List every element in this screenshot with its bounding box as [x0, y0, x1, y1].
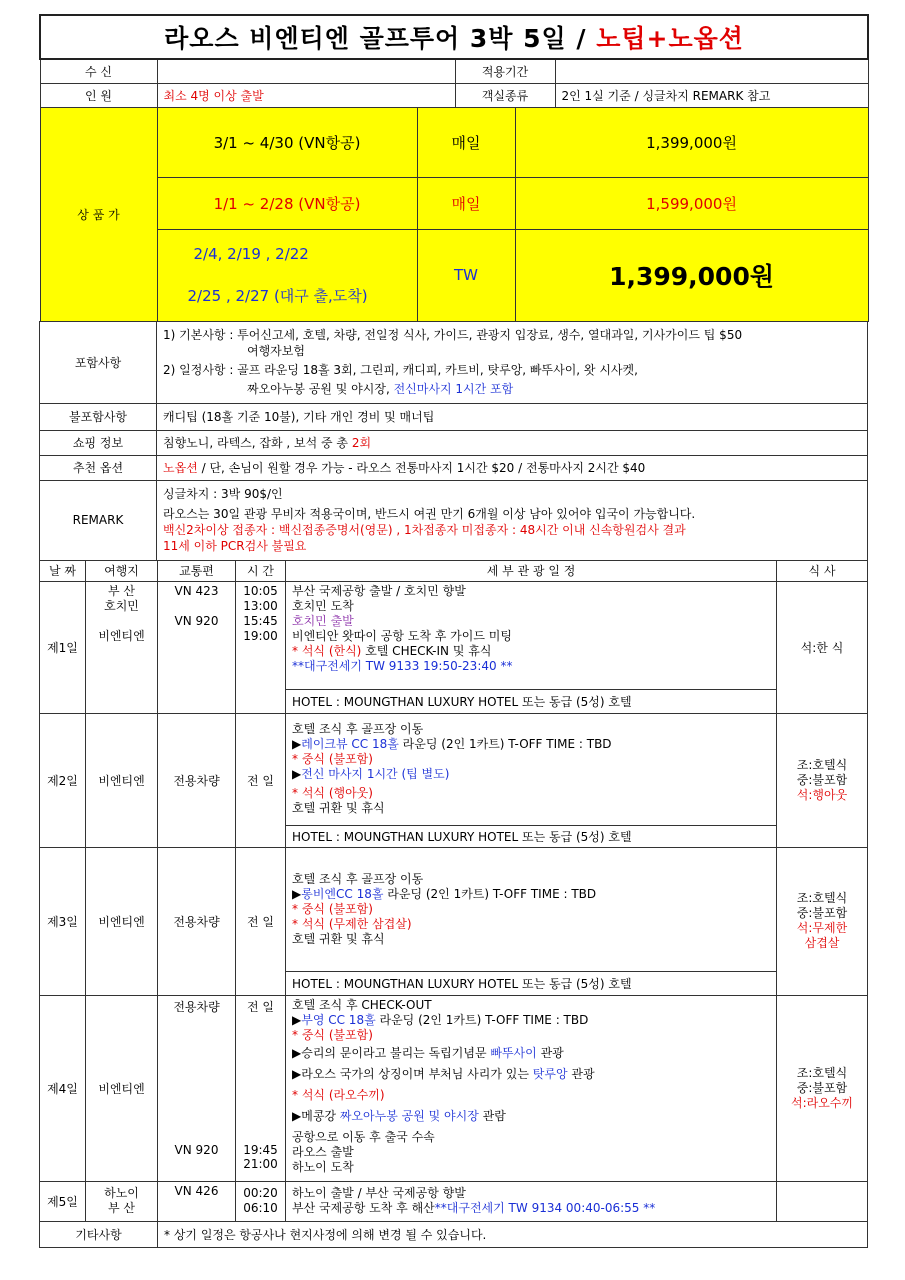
- day4-mekong: ▶메콩강: [292, 1108, 340, 1123]
- includes-line-2: 여행자보험: [247, 344, 305, 358]
- day4-patuxai-text: ▶승리의 문이라고 불리는 독립기념문: [292, 1045, 491, 1060]
- header-time: 시 간: [236, 560, 286, 581]
- price-period-3-line2: 2/25 , 2/27 (대구 출,도착): [187, 286, 368, 305]
- price-value-3: 1,399,000원: [515, 229, 868, 321]
- price-period-2: 1/1 ~ 2/28 (VN항공): [157, 177, 417, 229]
- day2-meal-1: 조:호텔식: [796, 757, 848, 772]
- includes-line-4: [163, 381, 861, 397]
- day3-meal-2: 중:불포함: [796, 906, 848, 920]
- day4-item-5: [292, 1067, 770, 1082]
- day4-visit: 관람: [478, 1108, 506, 1123]
- day2-item-1: 호텔 조식 후 골프장 이동: [292, 722, 424, 736]
- day4-round: 라운딩 (2인 1카트) T-OFF TIME : TBD: [375, 1012, 589, 1027]
- day5-time-1: 00:20: [243, 1186, 278, 1200]
- day1-item-1: 부산 국제공항 출발 / 호치민 향발: [292, 583, 466, 598]
- remark-label: REMARK: [40, 480, 157, 560]
- price-freq-1: 매일: [417, 107, 515, 177]
- day4-item-10: 하노이 도착: [292, 1159, 354, 1174]
- tour-document: [39, 14, 867, 1248]
- day1-time-1: 10:05: [243, 583, 278, 598]
- day1-meal: 석:한 식: [777, 581, 868, 713]
- title-accent: 노팁+노옵션: [596, 24, 744, 53]
- day3-label: 제3일: [40, 847, 86, 995]
- day5-transport: VN 426: [158, 1181, 236, 1221]
- day5-charter: **대구전세기 TW 9134 00:40-06:55 **: [434, 1201, 656, 1215]
- day3-detail: [286, 847, 777, 971]
- day2-meal-3: 석:행아웃: [796, 787, 848, 802]
- day4-item-8: 공항으로 이동 후 출국 수속: [292, 1129, 435, 1144]
- day2-time: 전 일: [236, 713, 286, 847]
- day4-thatluang-text: ▶라오스 국가의 상징이며 부처님 사리가 있는: [292, 1066, 533, 1081]
- room-label: 객실종류: [455, 83, 555, 107]
- summary-table: [39, 14, 869, 322]
- remark-line-3: 백신2차이상 접종자 : 백신접종증명서(영문) , 1차접종자 미접종자 : 48시간 이내 신속항원검사 결과: [163, 523, 686, 537]
- price-value-2: 1,599,000원: [515, 177, 868, 229]
- price-value-1: 1,399,000원: [515, 107, 868, 177]
- day3-transport: 전용차량: [158, 847, 236, 995]
- remark-line-1: 싱글차지 : 3박 90$/인: [163, 487, 283, 501]
- remark-line-2: 라오스는 30일 관광 무비자 적용국이며, 반드시 여권 만기 6개월 이상 남아 있어야 입국이 가능합니다.: [163, 507, 696, 521]
- day1-detail: [286, 581, 777, 689]
- options-label: 추천 옵션: [40, 455, 157, 480]
- day2-place: 비엔티엔: [86, 713, 158, 847]
- day4-place: 비엔티엔: [86, 995, 158, 1181]
- day1-item-4: 비엔티안 왓따이 공항 도착 후 가이드 미팅: [292, 628, 512, 643]
- day1-label: 제1일: [40, 581, 86, 713]
- day5-meal: [777, 1181, 868, 1221]
- period-label: 적용기간: [455, 59, 555, 83]
- excludes-value: 캐디팁 (18홀 기준 10불), 기타 개인 경비 및 매너팁: [157, 403, 868, 430]
- day4-golf: 부영 CC 18홀: [301, 1012, 376, 1027]
- includes-line-3: 2) 일정사항 : 골프 라운딩 18홀 3회, 그린피, 캐디피, 카트비, 탓루앙, 빠뚜사이, 왓 시사켓,: [163, 363, 638, 377]
- day2-bullet-2: ▶: [292, 767, 302, 781]
- day4-dinner: * 석식 (라오수끼): [292, 1087, 385, 1102]
- day1-checkin: 호텔 CHECK-IN 및 휴식: [365, 643, 492, 658]
- day1-charter: **대구전세기 TW 9133 19:50-23:40 **: [292, 658, 513, 673]
- day4-thatluang: 탓루앙: [532, 1066, 568, 1081]
- shopping-label: 쇼핑 정보: [40, 430, 157, 455]
- price-period-3: [157, 229, 417, 321]
- remark-value: [157, 480, 868, 560]
- day4-item-2: [292, 1013, 770, 1028]
- room-value: 2인 1실 기준 / 싱글차지 REMARK 참고: [555, 83, 868, 107]
- day2-hotel: HOTEL : MOUNGTHAN LUXURY HOTEL 또는 동급 (5성) 호텔: [286, 825, 777, 847]
- day3-time: 전 일: [236, 847, 286, 995]
- day1-time-3: 15:45: [243, 613, 278, 628]
- day2-label: 제2일: [40, 713, 86, 847]
- day4-patuxai: 빠뚜사이: [490, 1045, 537, 1060]
- period-value: [555, 59, 868, 83]
- day5-detail: [286, 1181, 777, 1221]
- day3-meal-1: 조:호텔식: [796, 891, 848, 905]
- price-label: 상 품 가: [40, 107, 157, 321]
- day5-place-2: 부 산: [108, 1201, 135, 1215]
- options-value: [157, 455, 868, 480]
- details-table: [39, 321, 868, 561]
- shopping-count: 2회: [351, 436, 372, 450]
- includes-line-4-a: 짜오아누봉 공원 및 야시장,: [247, 382, 394, 396]
- day1-flight-1: VN 423: [174, 583, 219, 598]
- header-detail: 세 부 관 광 일 정: [286, 560, 777, 581]
- day4-bullet: ▶: [292, 1012, 302, 1027]
- options-none: 노옵션: [163, 461, 198, 475]
- day1-item-5: [292, 644, 770, 659]
- day2-massage: 전신 마사지 1시간 (팁 별도): [301, 767, 450, 781]
- day4-flight: VN 920: [174, 1142, 219, 1157]
- day1-item-2: 호치민 도착: [292, 598, 354, 613]
- day1-place-3: 비엔티엔: [98, 628, 145, 643]
- day4-time-2: 19:45: [243, 1142, 278, 1157]
- day5-time: [236, 1181, 286, 1221]
- day1-item-3: 호치민 출발: [292, 613, 354, 628]
- day4-transport: [158, 995, 236, 1181]
- day4-time: [236, 995, 286, 1181]
- day4-thatluang-tour: 관광: [567, 1066, 595, 1081]
- day3-lunch: * 중식 (불포함): [292, 901, 373, 916]
- day2-dinner: * 석식 (행아웃): [292, 786, 373, 800]
- day3-dinner: * 석식 (무제한 삼겹살): [292, 916, 412, 931]
- day4-meal-1: 조:호텔식: [796, 1065, 848, 1080]
- etc-value: * 상기 일정은 항공사나 현지사정에 의해 변경 될 수 있습니다.: [158, 1221, 868, 1247]
- includes-label: 포함사항: [40, 321, 157, 403]
- day3-rest: 호텔 귀환 및 휴식: [292, 931, 385, 946]
- day2-meal-2: 중:불포함: [796, 772, 848, 787]
- price-freq-2: 매일: [417, 177, 515, 229]
- day3-place: 비엔티엔: [86, 847, 158, 995]
- day1-transport: [158, 581, 236, 713]
- day4-transport-1: 전용차량: [173, 999, 220, 1014]
- day1-time: [236, 581, 286, 713]
- day5-place: [86, 1181, 158, 1221]
- price-period-1: 3/1 ~ 4/30 (VN항공): [157, 107, 417, 177]
- day4-item-1: 호텔 조식 후 CHECK-OUT: [292, 997, 432, 1012]
- day2-round: 라운딩 (2인 1카트) T-OFF TIME : TBD: [398, 737, 612, 751]
- header-place: 여행지: [86, 560, 158, 581]
- day4-lunch: * 중식 (불포함): [292, 1027, 373, 1042]
- header-meal: 식 사: [777, 560, 868, 581]
- day3-golf: 롱비엔CC 18홀: [301, 886, 384, 901]
- day3-bullet: ▶: [292, 886, 302, 901]
- day2-golf: 레이크뷰 CC 18홀: [301, 737, 399, 751]
- people-value: 최소 4명 이상 출발: [157, 83, 455, 107]
- day4-park: 짜오아누봉 공원 및 야시장: [339, 1108, 479, 1123]
- excludes-label: 불포함사항: [40, 403, 157, 430]
- day3-item-1: 호텔 조식 후 골프장 이동: [292, 871, 424, 886]
- day1-flight-2: VN 920: [174, 613, 219, 628]
- day4-item-4: [292, 1046, 770, 1061]
- includes-massage: 전신마사지 1시간 포함: [393, 382, 514, 396]
- day3-meal-3: 석:무제한: [796, 921, 848, 935]
- schedule-table: [39, 560, 868, 1248]
- day4-time-3: 21:00: [243, 1156, 278, 1171]
- day4-item-7: [292, 1109, 770, 1124]
- day1-dinner: * 석식 (한식): [292, 643, 366, 658]
- day3-meal-4: 삼겹살: [804, 936, 840, 950]
- includes-value: [157, 321, 868, 403]
- day1-place: [86, 581, 158, 713]
- day1-hotel: HOTEL : MOUNGTHAN LUXURY HOTEL 또는 동급 (5성) 호텔: [286, 689, 777, 713]
- day1-time-4: 19:00: [243, 628, 278, 643]
- day4-item-9: 라오스 출발: [292, 1144, 354, 1159]
- day5-arrival: 부산 국제공항 도착 후 해산: [292, 1201, 435, 1215]
- remark-line-4: 11세 이하 PCR검사 불필요: [163, 539, 307, 553]
- day4-label: 제4일: [40, 995, 86, 1181]
- recipient-label: 수 신: [40, 59, 157, 83]
- day5-time-2: 06:10: [243, 1201, 278, 1215]
- day4-meal-3: 석:라오수끼: [790, 1095, 853, 1110]
- day2-detail: [286, 713, 777, 825]
- day2-item-4: [292, 767, 770, 782]
- day3-hotel: HOTEL : MOUNGTHAN LUXURY HOTEL 또는 동급 (5성) 호텔: [286, 971, 777, 995]
- price-period-3-line1: 2/4, 2/19 , 2/22: [193, 244, 309, 263]
- day5-place-1: 하노이: [104, 1186, 139, 1200]
- page-title: 라오스 비엔티엔 골프투어 3박 5일 / 노팁+노옵션: [40, 15, 868, 59]
- shopping-text: 침향노니, 라텍스, 잡화 , 보석 중 총: [163, 436, 352, 450]
- people-label: 인 원: [40, 83, 157, 107]
- includes-line-1: 1) 기본사항 : 투어신고세, 호텔, 차량, 전일정 식사, 가이드, 관광지 입장료, 생수, 열대과일, 기사가이드 팁 $50: [163, 328, 743, 342]
- day4-meal: [777, 995, 868, 1181]
- shopping-value: [157, 430, 868, 455]
- etc-label: 기타사항: [40, 1221, 158, 1247]
- day5-item-1: 하노이 출발 / 부산 국제공항 향발: [292, 1186, 466, 1200]
- recipient-value: [157, 59, 455, 83]
- day2-lunch: * 중식 (불포함): [292, 752, 373, 766]
- day1-time-2: 13:00: [243, 598, 278, 613]
- day3-meal: [777, 847, 868, 995]
- day2-item-2: [292, 737, 770, 752]
- day4-detail: [286, 995, 777, 1181]
- day5-label: 제5일: [40, 1181, 86, 1221]
- day1-place-1: 부 산: [108, 583, 135, 598]
- day2-meal: [777, 713, 868, 847]
- price-freq-3: TW: [417, 229, 515, 321]
- day2-bullet: ▶: [292, 737, 302, 751]
- header-transport: 교통편: [158, 560, 236, 581]
- day3-round: 라운딩 (2인 1카트) T-OFF TIME : TBD: [383, 886, 597, 901]
- day3-item-2: [292, 887, 770, 902]
- day4-time-1: 전 일: [247, 999, 274, 1014]
- day2-transport: 전용차량: [158, 713, 236, 847]
- day5-item-2: [292, 1201, 770, 1216]
- day1-place-2: 호치민: [104, 598, 139, 613]
- header-date: 날 짜: [40, 560, 86, 581]
- day4-meal-2: 중:불포함: [796, 1080, 848, 1095]
- day4-patuxai-tour: 관광: [536, 1045, 564, 1060]
- day2-rest: 호텔 귀환 및 휴식: [292, 801, 385, 815]
- options-text: / 단, 손님이 원할 경우 가능 - 라오스 전통마사지 1시간 $20 / 전통마사지 2시간 $40: [197, 461, 646, 475]
